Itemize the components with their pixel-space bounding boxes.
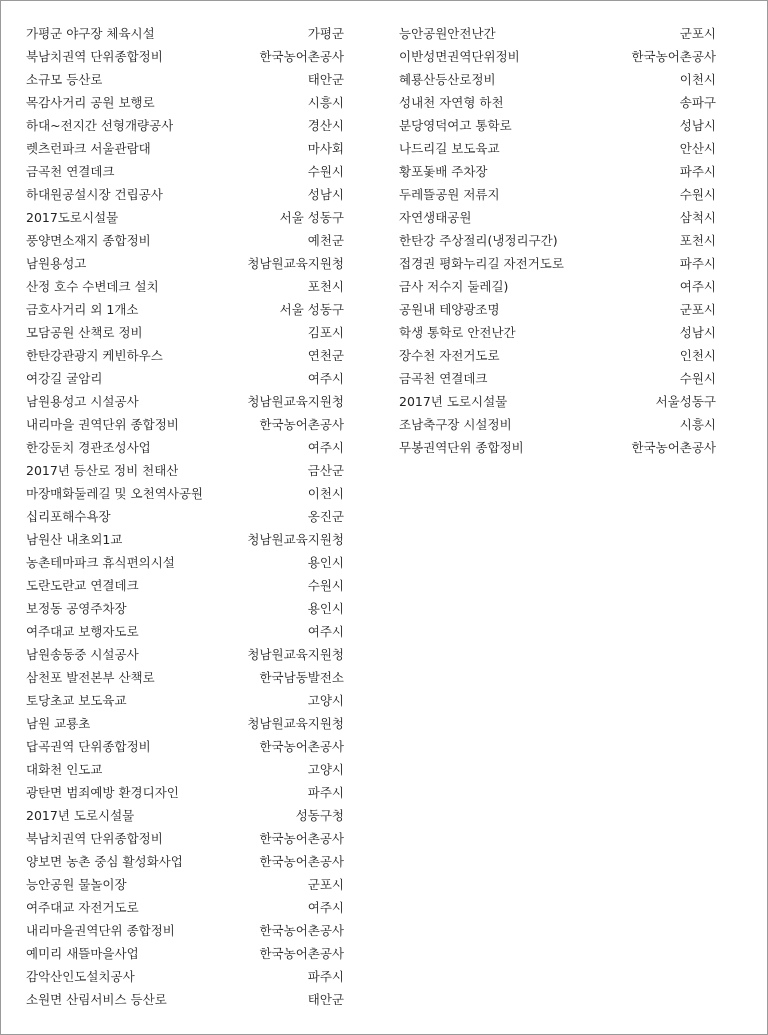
- client-name: 이천시: [679, 71, 716, 87]
- project-name: 나드리길 보도육교: [399, 140, 500, 156]
- client-name: 태안군: [307, 71, 344, 87]
- project-name: 렛츠런파크 서울관람대: [26, 140, 151, 156]
- project-row: [26, 389, 344, 412]
- project-name: 혜룡산등산로정비: [399, 71, 496, 87]
- project-row: [26, 297, 344, 320]
- project-name: 내리마을권역단위 종합정비: [26, 922, 175, 938]
- client-name: 군포시: [307, 876, 344, 892]
- project-row: [26, 895, 344, 918]
- client-name: 한국농어촌공사: [259, 48, 344, 64]
- project-name: 광탄면 범죄예방 환경디자인: [26, 784, 179, 800]
- project-name: 감악산인도설치공사: [26, 968, 135, 984]
- client-name: 파주시: [679, 163, 716, 179]
- project-row: [399, 205, 716, 228]
- project-row: [26, 435, 344, 458]
- client-name: 서울 성동구: [279, 209, 344, 225]
- project-row: [399, 159, 716, 182]
- client-name: 청남원교육지원청: [247, 531, 344, 547]
- project-row: [26, 964, 344, 987]
- client-name: 청남원교육지원청: [247, 393, 344, 409]
- client-name: 파주시: [307, 968, 344, 984]
- client-name: 안산시: [679, 140, 716, 156]
- project-name: 북남치권역 단위종합정비: [26, 48, 163, 64]
- project-row: [26, 251, 344, 274]
- client-name: 청남원교육지원청: [247, 255, 344, 271]
- project-row: [399, 389, 716, 412]
- project-name: 하대원공설시장 건립공사: [26, 186, 163, 202]
- client-name: 고양시: [307, 761, 344, 777]
- client-name: 한국농어촌공사: [259, 416, 344, 432]
- project-row: [26, 596, 344, 619]
- project-name: 답곡권역 단위종합정비: [26, 738, 151, 754]
- client-name: 한국농어촌공사: [259, 945, 344, 961]
- project-name: 한탄강관광지 케빈하우스: [26, 347, 163, 363]
- project-row: [26, 159, 344, 182]
- project-name: 2017년 도로시설물: [399, 393, 508, 409]
- client-name: 수원시: [307, 577, 344, 593]
- project-name: 금사 저수지 둘레길): [399, 278, 509, 294]
- project-name: 자연생태공원: [399, 209, 472, 225]
- project-row: [26, 642, 344, 665]
- project-row: [399, 435, 716, 458]
- project-row: [399, 44, 716, 67]
- client-name: 옹진군: [307, 508, 344, 524]
- project-name: 농촌테마파크 휴식편의시설: [26, 554, 175, 570]
- client-name: 성남시: [679, 117, 716, 133]
- client-name: 여주시: [679, 278, 716, 294]
- project-name: 예미리 새뜰마을사업: [26, 945, 139, 961]
- project-name: 소원면 산림서비스 등산로: [26, 991, 167, 1007]
- project-row: [26, 826, 344, 849]
- project-name: 내리마을 권역단위 종합정비: [26, 416, 179, 432]
- project-name: 능안공원 물놀이장: [26, 876, 127, 892]
- project-name: 한강둔치 경관조성사업: [26, 439, 151, 455]
- client-name: 시흥시: [307, 94, 344, 110]
- project-row: [26, 872, 344, 895]
- project-row: [399, 297, 716, 320]
- project-name: 능안공원안전난간: [399, 25, 496, 41]
- client-name: 경산시: [307, 117, 344, 133]
- project-name: 남원산 내초외1교: [26, 531, 123, 547]
- project-row: [26, 987, 344, 1010]
- project-name: 금호사거리 외 1개소: [26, 301, 139, 317]
- project-row: [26, 458, 344, 481]
- project-name: 남원용성고: [26, 255, 87, 271]
- client-name: 군포시: [679, 301, 716, 317]
- project-row: [26, 918, 344, 941]
- client-name: 한국농어촌공사: [259, 830, 344, 846]
- project-name: 두레뜰공원 저류지: [399, 186, 500, 202]
- project-name: 양보면 농촌 중심 활성화사업: [26, 853, 183, 869]
- client-name: 태안군: [307, 991, 344, 1007]
- project-row: [26, 573, 344, 596]
- project-name: 남원용성고 시설공사: [26, 393, 139, 409]
- client-name: 금산군: [307, 462, 344, 478]
- left-project-list: [26, 21, 344, 1010]
- project-name: 2017년 도로시설물: [26, 807, 135, 823]
- project-row: [26, 550, 344, 573]
- project-row: [26, 113, 344, 136]
- client-name: 여주시: [307, 623, 344, 639]
- project-name: 장수천 자전거도로: [399, 347, 500, 363]
- client-name: 성동구청: [295, 807, 344, 823]
- project-name: 2017도로시설물: [26, 209, 119, 225]
- project-name: 마장매화둘레길 및 오천역사공원: [26, 485, 203, 501]
- client-name: 수원시: [679, 370, 716, 386]
- project-row: [399, 366, 716, 389]
- project-row: [26, 527, 344, 550]
- client-name: 성남시: [679, 324, 716, 340]
- project-name: 목감사거리 공원 보행로: [26, 94, 155, 110]
- project-name: 금곡천 연결데크: [399, 370, 488, 386]
- project-row: [26, 780, 344, 803]
- client-name: 파주시: [307, 784, 344, 800]
- project-row: [26, 21, 344, 44]
- project-name: 공원내 테양광조명: [399, 301, 500, 317]
- project-row: [399, 251, 716, 274]
- project-row: [26, 182, 344, 205]
- project-row: [26, 688, 344, 711]
- client-name: 여주시: [307, 439, 344, 455]
- project-row: [399, 412, 716, 435]
- client-name: 예천군: [307, 232, 344, 248]
- project-name: 남원송동중 시설공사: [26, 646, 139, 662]
- project-row: [399, 113, 716, 136]
- client-name: 여주시: [307, 370, 344, 386]
- project-row: [26, 619, 344, 642]
- project-name: 대화천 인도교: [26, 761, 103, 777]
- project-name: 조남축구장 시설정비: [399, 416, 512, 432]
- project-row: [26, 803, 344, 826]
- project-row: [399, 343, 716, 366]
- project-name: 소규모 등산로: [26, 71, 103, 87]
- project-name: 이반성면권역단위정비: [399, 48, 520, 64]
- right-project-list: [399, 21, 716, 458]
- client-name: 가평군: [307, 25, 344, 41]
- client-name: 수원시: [679, 186, 716, 202]
- project-name: 2017년 등산로 정비 천태산: [26, 462, 179, 478]
- client-name: 연천군: [307, 347, 344, 363]
- project-name: 접경권 평화누리길 자전거도로: [399, 255, 564, 271]
- client-name: 인천시: [679, 347, 716, 363]
- project-name: 남원 교룡초: [26, 715, 91, 731]
- project-row: [26, 366, 344, 389]
- project-name: 산정 호수 수변데크 설치: [26, 278, 159, 294]
- project-row: [26, 734, 344, 757]
- client-name: 한국농어촌공사: [631, 439, 716, 455]
- project-name: 토당초교 보도육교: [26, 692, 127, 708]
- project-name: 여주대교 보행자도로: [26, 623, 139, 639]
- project-row: [26, 136, 344, 159]
- project-row: [399, 136, 716, 159]
- client-name: 청남원교육지원청: [247, 715, 344, 731]
- project-name: 삼천포 발전본부 산책로: [26, 669, 155, 685]
- project-row: [399, 182, 716, 205]
- project-row: [26, 343, 344, 366]
- project-row: [399, 320, 716, 343]
- client-name: 용인시: [307, 554, 344, 570]
- project-row: [26, 44, 344, 67]
- client-name: 김포시: [307, 324, 344, 340]
- project-name: 금곡천 연결데크: [26, 163, 115, 179]
- project-name: 십리포해수욕장: [26, 508, 111, 524]
- client-name: 한국남동발전소: [259, 669, 344, 685]
- client-name: 파주시: [679, 255, 716, 271]
- project-name: 도란도란교 연결데크: [26, 577, 139, 593]
- project-row: [26, 67, 344, 90]
- client-name: 고양시: [307, 692, 344, 708]
- project-name: 한탄강 주상절리(냉정리구간): [399, 232, 558, 248]
- client-name: 한국농어촌공사: [259, 853, 344, 869]
- project-row: [26, 504, 344, 527]
- project-row: [399, 228, 716, 251]
- project-row: [26, 757, 344, 780]
- project-name: 학생 통학로 안전난간: [399, 324, 516, 340]
- project-name: 보정동 공영주차장: [26, 600, 127, 616]
- client-name: 군포시: [679, 25, 716, 41]
- project-row: [26, 228, 344, 251]
- client-name: 수원시: [307, 163, 344, 179]
- project-name: 분당영덕여고 통학로: [399, 117, 512, 133]
- project-row: [26, 90, 344, 113]
- project-row: [26, 665, 344, 688]
- client-name: 성남시: [307, 186, 344, 202]
- client-name: 한국농어촌공사: [259, 738, 344, 754]
- client-name: 삼척시: [679, 209, 716, 225]
- client-name: 포천시: [307, 278, 344, 294]
- project-name: 황포돛배 주차장: [399, 163, 488, 179]
- client-name: 청남원교육지원청: [247, 646, 344, 662]
- client-name: 송파구: [679, 94, 716, 110]
- project-row: [26, 320, 344, 343]
- client-name: 서울성동구: [655, 393, 716, 409]
- project-row: [26, 274, 344, 297]
- project-name: 하대~전지간 선형개량공사: [26, 117, 174, 133]
- project-row: [26, 205, 344, 228]
- client-name: 한국농어촌공사: [259, 922, 344, 938]
- project-row: [26, 941, 344, 964]
- client-name: 한국농어촌공사: [631, 48, 716, 64]
- project-row: [26, 711, 344, 734]
- project-row: [399, 67, 716, 90]
- client-name: 이천시: [307, 485, 344, 501]
- project-row: [399, 21, 716, 44]
- project-name: 가평군 야구장 체육시설: [26, 25, 155, 41]
- project-name: 여주대교 자전거도로: [26, 899, 139, 915]
- project-row: [399, 274, 716, 297]
- project-name: 풍양면소재지 종합정비: [26, 232, 151, 248]
- project-name: 북남치권역 단위종합정비: [26, 830, 163, 846]
- client-name: 시흥시: [679, 416, 716, 432]
- client-name: 포천시: [679, 232, 716, 248]
- project-row: [26, 412, 344, 435]
- project-row: [26, 481, 344, 504]
- client-name: 여주시: [307, 899, 344, 915]
- project-row: [399, 90, 716, 113]
- client-name: 용인시: [307, 600, 344, 616]
- project-name: 성내천 자연형 하천: [399, 94, 504, 110]
- project-row: [26, 849, 344, 872]
- client-name: 마사회: [307, 140, 344, 156]
- client-name: 서울 성동구: [279, 301, 344, 317]
- project-name: 무봉권역단위 종합정비: [399, 439, 524, 455]
- project-name: 여강길 굴암리: [26, 370, 103, 386]
- project-name: 모담공원 산책로 정비: [26, 324, 143, 340]
